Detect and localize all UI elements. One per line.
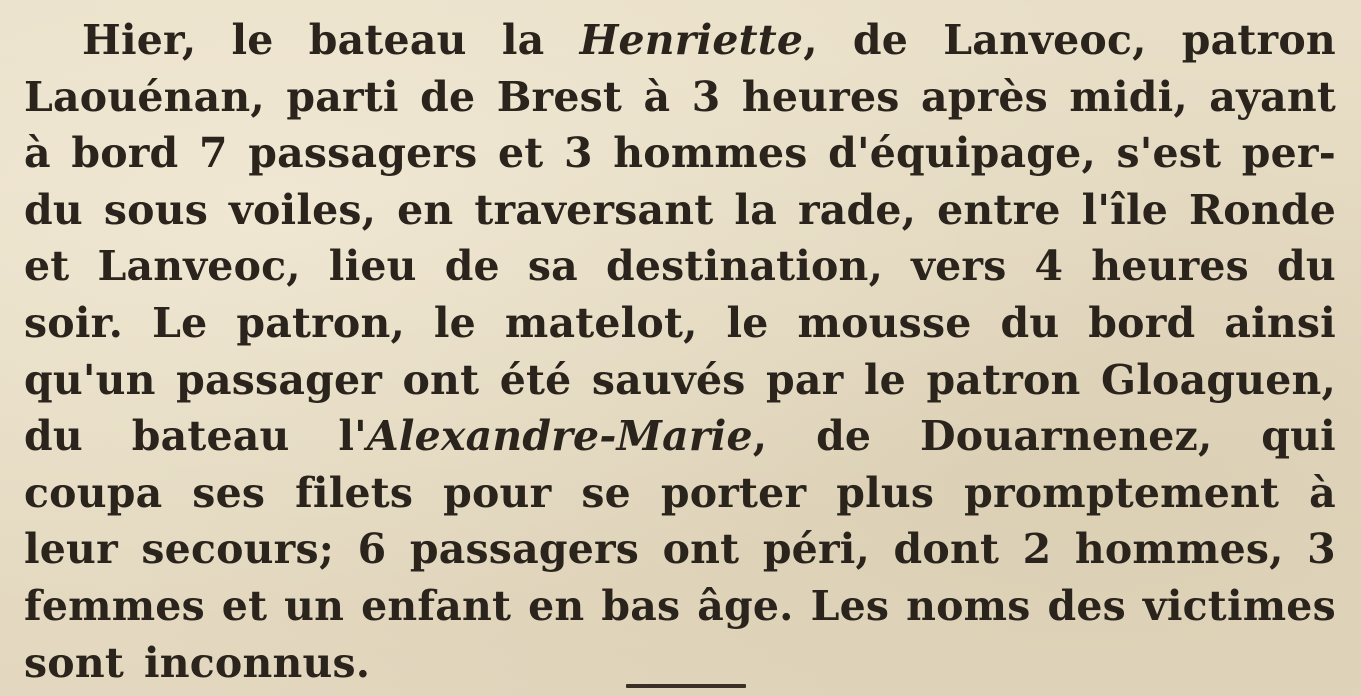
article-word: Ronde: [1189, 185, 1336, 234]
article-word: passager: [176, 355, 383, 404]
article-word: patron: [926, 355, 1081, 404]
article-word: du: [24, 412, 83, 461]
article-word: enfant: [361, 581, 512, 630]
article-word: passagers: [248, 129, 478, 178]
article-word: patron,: [236, 298, 405, 347]
article-word: du: [24, 185, 83, 234]
article-word: 7: [198, 129, 228, 178]
article-word: ayant: [1209, 72, 1336, 121]
article-word: Hier,: [82, 16, 197, 64]
article-word: à: [643, 72, 671, 121]
article-word: per-: [1241, 129, 1336, 178]
article-word: bas: [601, 581, 681, 630]
article-word: âge.: [697, 581, 794, 630]
article-word: 2: [1022, 525, 1052, 574]
article-word: Le: [152, 298, 208, 347]
article-word: bateau: [308, 16, 467, 64]
article-line: [24, 635, 1336, 692]
article-word: Lanveoc,: [943, 16, 1147, 64]
article-word: en: [528, 581, 585, 630]
article-word: parti: [286, 72, 399, 121]
article-word: 6: [357, 525, 387, 574]
article-word: sous: [103, 185, 208, 234]
article-line: [24, 295, 1336, 352]
article-word: en: [397, 185, 454, 234]
article-word: promptement: [964, 468, 1280, 517]
article-word: 4: [1034, 242, 1064, 291]
article-line: [24, 238, 1336, 295]
article-word: ainsi: [1224, 298, 1336, 347]
article-word: inconnus.: [143, 638, 371, 687]
article-word: péri,: [762, 525, 871, 574]
article-word: bateau: [131, 412, 290, 461]
article-word: heures: [1091, 242, 1249, 291]
article-word: se: [581, 468, 631, 517]
article-word: matelot,: [504, 298, 698, 347]
article-word: de: [816, 412, 872, 461]
article-word: sa: [527, 242, 578, 291]
article-word: secours;: [141, 525, 335, 574]
article-word: par: [766, 355, 844, 404]
article-word: entre: [937, 185, 1061, 234]
article-word: voiles,: [228, 185, 377, 234]
article-word: de: [444, 242, 500, 291]
article-word: s'est: [1116, 129, 1222, 178]
article-word: hommes: [613, 129, 808, 178]
article-word: Douarnenez,: [920, 412, 1213, 461]
article-word: le: [231, 16, 274, 64]
article-word: qui: [1261, 412, 1336, 461]
news-article-paragraph: [24, 0, 1336, 691]
article-line: [24, 408, 1336, 465]
article-word: de: [852, 16, 909, 64]
article-word: traversant: [474, 185, 714, 234]
article-word: qu'un: [24, 355, 156, 404]
article-word: filets: [295, 468, 414, 517]
article-word: Lanveoc,: [97, 242, 301, 291]
article-word: destination,: [605, 242, 884, 291]
article-word: femmes: [24, 581, 205, 630]
article-word: Gloaguen,: [1101, 355, 1336, 404]
article-word: lieu: [328, 242, 417, 291]
article-word: sont: [24, 638, 124, 687]
article-line: [24, 125, 1336, 182]
article-word: à: [24, 129, 51, 178]
article-word: ses: [192, 468, 266, 517]
article-word: du: [1277, 242, 1336, 291]
article-word: de: [420, 72, 476, 121]
article-word: heures: [741, 72, 900, 121]
article-word: hommes,: [1074, 525, 1284, 574]
article-word: pour: [443, 468, 552, 517]
article-word: Les: [810, 581, 890, 630]
article-word: à: [1309, 468, 1336, 517]
article-word: des: [1047, 581, 1126, 630]
article-word: 3: [691, 72, 721, 121]
separator-rule: [626, 684, 746, 688]
article-word: rade,: [797, 185, 917, 234]
article-word: leur: [24, 525, 118, 574]
article-word: la: [501, 16, 545, 64]
article-word: la: [734, 185, 777, 234]
article-line: [24, 578, 1336, 635]
article-word: 3: [1307, 525, 1336, 574]
article-word: et: [221, 581, 268, 630]
article-word: vers: [911, 242, 1007, 291]
article-word: midi,: [1069, 72, 1188, 121]
article-word: 3: [563, 129, 593, 178]
article-line: [24, 521, 1336, 578]
article-word: patron: [1181, 16, 1336, 64]
article-word: passagers: [409, 525, 640, 574]
article-line: [24, 352, 1336, 409]
article-word: sauvés: [591, 355, 746, 404]
article-word: le: [726, 298, 769, 347]
article-word: dont: [893, 525, 1000, 574]
article-word: bord: [1088, 298, 1196, 347]
article-line: [24, 12, 1336, 69]
article-word: plus: [836, 468, 935, 517]
article-word: un: [284, 581, 345, 630]
article-word: d'équipage,: [828, 129, 1096, 178]
article-word: et: [24, 242, 70, 291]
article-word: noms: [906, 581, 1031, 630]
article-word: et: [498, 129, 544, 178]
article-word: ont: [402, 355, 480, 404]
article-word: été: [499, 355, 572, 404]
article-word: Laouénan,: [24, 72, 265, 121]
article-line: [24, 69, 1336, 126]
article-word: le: [863, 355, 906, 404]
article-word: mousse: [797, 298, 972, 347]
article-word: Brest: [496, 72, 623, 121]
article-word: porter: [660, 468, 807, 517]
article-word: après: [920, 72, 1048, 121]
article-word: du: [1000, 298, 1060, 347]
article-word: bord: [71, 129, 179, 178]
article-word: l'Alexandre-Marie,: [338, 412, 768, 461]
article-word: l'île: [1081, 185, 1169, 234]
article-word: ont: [662, 525, 740, 574]
article-line: [24, 465, 1336, 522]
article-word: Henriette,: [579, 16, 818, 64]
article-line: [24, 182, 1336, 239]
article-word: coupa: [24, 468, 163, 517]
article-word: le: [433, 298, 476, 347]
article-word: victimes: [1142, 581, 1336, 630]
article-word: soir.: [24, 298, 124, 347]
